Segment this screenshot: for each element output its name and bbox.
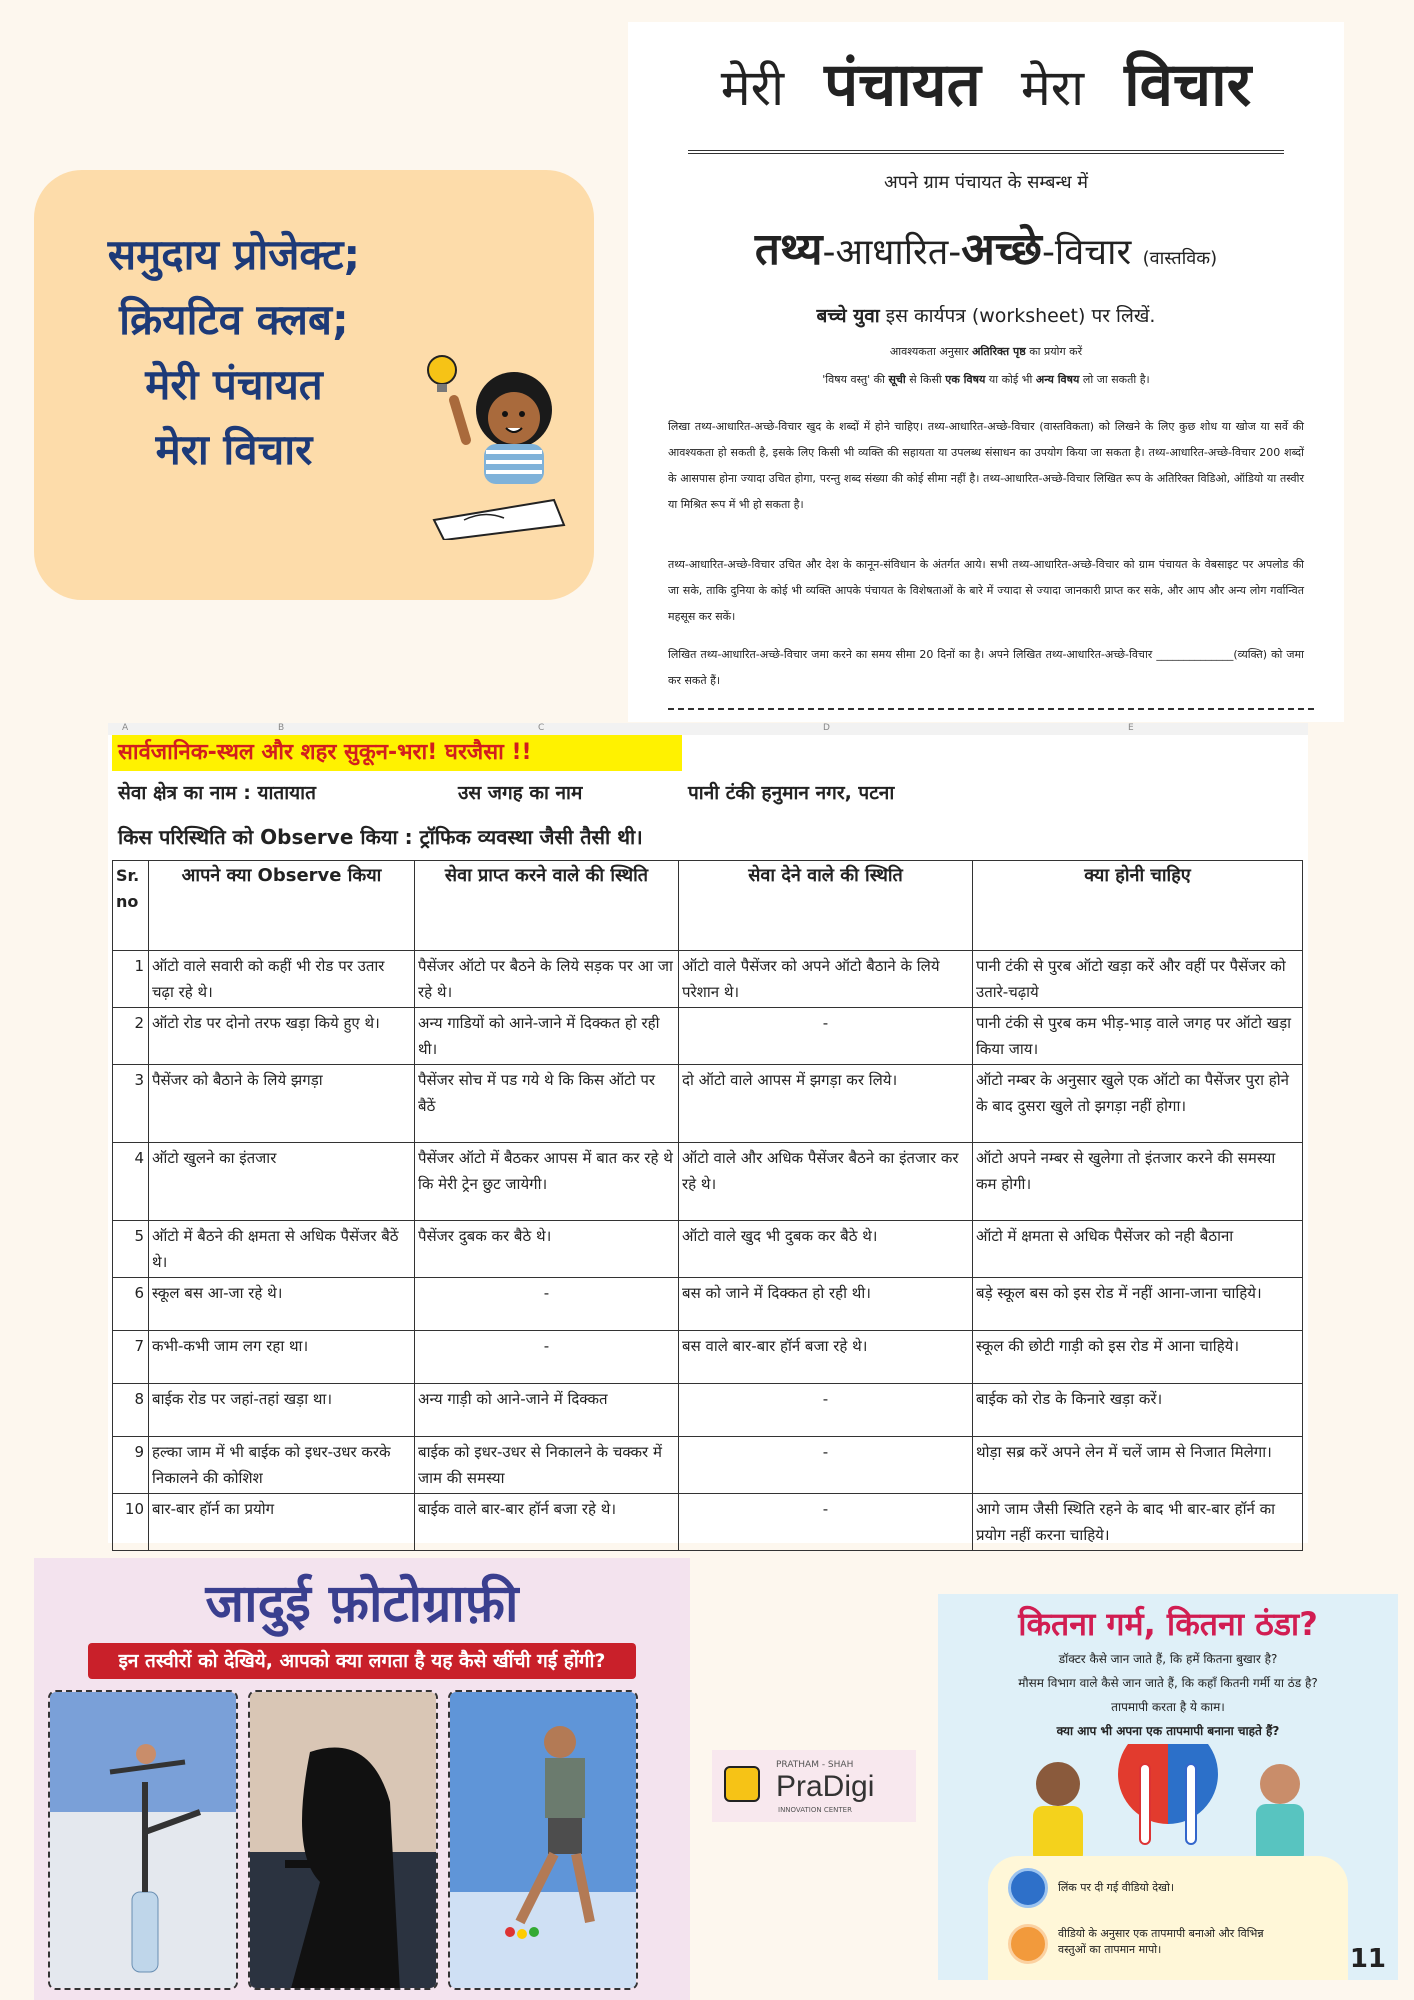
table-cell: बार-बार हॉर्न का प्रयोग [149, 1494, 415, 1551]
table-row [113, 1331, 1303, 1384]
card-line: मेरा विचार [155, 425, 313, 474]
photo-illustration [450, 1692, 638, 1990]
logo-bottom-text: INNOVATION CENTER [778, 1806, 852, 1814]
table-cell: दो ऑटो वाले आपस में झगड़ा कर लिये। [679, 1065, 973, 1143]
table-row [113, 951, 1303, 1008]
table-cell: पैसेंजर ऑटो पर बैठने के लिये सड़क पर आ जा रहे थे। [415, 951, 679, 1008]
instruction-bold: अन्य विषय [1035, 373, 1080, 386]
hc-instruction: वस्तुओं का तापमान मापो। [1058, 1943, 1162, 1956]
instruction-text: लो जा सकती है। [1079, 373, 1150, 386]
table-cell: बस को जाने में दिक्कत हो रही थी। [679, 1278, 973, 1331]
header-cell: आपने क्या Observe किया [149, 861, 415, 951]
table-cell: स्कूल की छोटी गाड़ी को इस रोड में आना चाहिये। [973, 1331, 1303, 1384]
table-cell: बाईक वाले बार-बार हॉर्न बजा रहे थे। [415, 1494, 679, 1551]
observation-spreadsheet [108, 723, 1308, 1543]
hc-instruction-box [988, 1856, 1348, 1980]
table-cell: पानी टंकी से पुरब ऑटो खड़ा करें और वहीं पर पैसेंजर को उतारे-चढ़ाये [973, 951, 1303, 1008]
table-cell: बाईक को इधर-उधर से निकालने के चक्कर में जाम की समस्या [415, 1437, 679, 1494]
worksheet-big-title [628, 217, 1344, 277]
row-number: 4 [113, 1143, 149, 1221]
table-row [113, 1221, 1303, 1278]
big-title-part: तथ्य [754, 224, 823, 275]
row-number: 5 [113, 1221, 149, 1278]
worksheet-instruction-1 [628, 302, 1344, 328]
column-letter: E [1128, 723, 1134, 733]
table-cell: आगे जाम जैसी स्थिति रहने के बाद भी बार-बार हॉर्न का प्रयोग नहीं करना चाहिये। [973, 1494, 1303, 1551]
worksheet-instruction-2 [628, 344, 1344, 359]
table-cell: बड़े स्कूल बस को इस रोड में नहीं आना-जाना चाहिये। [973, 1278, 1303, 1331]
card-line: क्रियटिव क्लब; [119, 295, 349, 344]
photo-title: जादुई फ़ोटोग्राफ़ी [205, 1574, 519, 1634]
table-cell: ऑटो अपने नम्बर से खुलेगा तो इंतजार करने की समस्या कम होगी। [973, 1143, 1303, 1221]
hc-instruction: वीडियो के अनुसार एक तापमापी बनाओ और विभिन्न [1058, 1927, 1264, 1940]
heading-word-bold: पंचायत [824, 50, 981, 120]
table-cell: ऑटो में बैठने की क्षमता से अधिक पैसेंजर बैठें थे। [149, 1221, 415, 1278]
photo-illustration [250, 1692, 438, 1990]
row-number: 1 [113, 951, 149, 1008]
photo-question-bar: इन तस्वीरों को देखिये, आपको क्या लगता है यह कैसे खींची गई होंगी? [88, 1643, 636, 1679]
worksheet-heading [628, 50, 1344, 123]
table-cell: - [679, 1008, 973, 1065]
table-row [113, 1065, 1303, 1143]
smiley-icon [724, 1766, 760, 1802]
table-cell: - [679, 1437, 973, 1494]
table-row [113, 1494, 1303, 1551]
table-cell: थोड़ा सब्र करें अपने लेन में चलें जाम से निजात मिलेगा। [973, 1437, 1303, 1494]
column-letter: B [278, 723, 285, 733]
instruction-bold: अतिरिक्त पृष्ठ [972, 345, 1026, 358]
instruction-text: इस कार्यपत्र (worksheet) पर लिखें. [879, 305, 1156, 327]
play-icon [1008, 1868, 1048, 1908]
card-line: मेरी पंचायत [145, 360, 323, 409]
worksheet-paragraph: तथ्य-आधारित-अच्छे-विचार उचित और देश के कानून-संविधान के अंतर्गत आये। सभी तथ्य-आधारित-अच्छे-विचार को ग्राम पंचायत के वेबसाइट पर अपलोड की जा सके, ताकि दुनिया के कोई भी व्यक्ति आपके पंचायत के विशेषताओं के बारे में ज्यादा से ज्यादा जानकारी प्राप्त कर सके, और आप और अन्य लोग गर्वान्वित महसूस कर सकें। [668, 558, 1304, 623]
worksheet-instruction-3 [628, 372, 1344, 387]
row-number: 8 [113, 1384, 149, 1437]
photo-man-stepping-on-people [448, 1690, 638, 1990]
column-letter: D [823, 723, 830, 733]
table-cell: - [415, 1331, 679, 1384]
instruction-text: से किसी [905, 373, 946, 386]
hc-text: क्या आप भी अपना एक तापमापी बनाना चाहते हैं? [1056, 1724, 1280, 1738]
hc-title: कितना गर्म, कितना ठंडा? [1018, 1605, 1318, 1643]
big-title-part: -आधारित- [822, 232, 962, 273]
header-cell: Sr. no [113, 861, 149, 951]
header-cell: क्या होनी चाहिए [973, 861, 1303, 951]
table-cell: पैसेंजर को बैठाने के लिये झगड़ा [149, 1065, 415, 1143]
worksheet [628, 22, 1344, 722]
row-number: 9 [113, 1437, 149, 1494]
instruction-text: आवश्यकता अनुसार [889, 345, 973, 358]
place-name-value: पानी टंकी हनुमान नगर, पटना [688, 782, 895, 804]
place-name-label: उस जगह का नाम [458, 782, 583, 804]
instruction-bold: सूची [888, 373, 906, 386]
table-cell: अन्य गाडियों को आने-जाने में दिक्कत हो रही थी। [415, 1008, 679, 1065]
big-title-note: (वास्तविक) [1142, 248, 1218, 269]
row-number: 6 [113, 1278, 149, 1331]
table-cell: ऑटो वाले खुद भी दुबक कर बैठे थे। [679, 1221, 973, 1278]
table-cell: कभी-कभी जाम लग रहा था। [149, 1331, 415, 1384]
table-cell: ऑटो वाले सवारी को कहीं भी रोड पर उतार चढ़ा रहे थे। [149, 951, 415, 1008]
photo-illustration [50, 1692, 238, 1990]
row-number: 3 [113, 1065, 149, 1143]
hc-text: तापमापी करता है ये काम। [1111, 1700, 1225, 1714]
hc-instruction: लिंक पर दी गई वीडियो देखो। [1058, 1881, 1175, 1894]
big-title-part: अच्छे [961, 224, 1042, 275]
thermometer-activity-card [938, 1594, 1398, 1980]
instruction-text: या कोई भी [985, 373, 1036, 386]
table-row [113, 1008, 1303, 1065]
worksheet-subtitle: अपने ग्राम पंचायत के सम्बन्ध में [883, 172, 1089, 193]
table-header-row [113, 861, 1303, 951]
row-number: 2 [113, 1008, 149, 1065]
page-number: 11 [1349, 1944, 1386, 1974]
table-row [113, 1143, 1303, 1221]
heading-rule [688, 150, 1284, 154]
header-cell: सेवा प्राप्त करने वाले की स्थिति [415, 861, 679, 951]
table-cell: - [415, 1278, 679, 1331]
table-cell: स्कूल बस आ-जा रहे थे। [149, 1278, 415, 1331]
table-cell: पैसेंजर सोच में पड गये थे कि किस ऑटो पर बैठें [415, 1065, 679, 1143]
table-cell: ऑटो वाले और अधिक पैसेंजर बैठने का इंतजार कर रहे थे। [679, 1143, 973, 1221]
heading-word: मेरी [720, 59, 785, 117]
project-card [34, 170, 594, 600]
table-cell: ऑटो में क्षमता से अधिक पैसेंजर को नही बैठाना [973, 1221, 1303, 1278]
column-header-strip [108, 723, 1308, 735]
instruction-text: 'विषय वस्तु' की [822, 373, 889, 386]
table-cell: - [679, 1384, 973, 1437]
table-cell: बस वाले बार-बार हॉर्न बजा रहे थे। [679, 1331, 973, 1384]
hand-thermometer-icon [1008, 1924, 1048, 1964]
table-cell: हल्का जाम में भी बाईक को इधर-उधर करके निकालने की कोशिश [149, 1437, 415, 1494]
table-cell: ऑटो खुलने का इंतजार [149, 1143, 415, 1221]
table-row [113, 1384, 1303, 1437]
table-cell: - [679, 1494, 973, 1551]
table-row [113, 1278, 1303, 1331]
big-title-part: -विचार [1041, 232, 1132, 273]
card-line: समुदाय प्रोजेक्ट; [107, 230, 361, 279]
column-letter: C [538, 723, 545, 733]
photo-silhouette-ship [248, 1690, 438, 1990]
logo-main-text: PraDigi [776, 1770, 875, 1803]
table-cell: बाईक रोड पर जहां-तहां खड़ा था। [149, 1384, 415, 1437]
row-number: 7 [113, 1331, 149, 1384]
table-cell: पैसेंजर ऑटो में बैठकर आपस में बात कर रहे थे कि मेरी ट्रेन छुट जायेगी। [415, 1143, 679, 1221]
table-cell: ऑटो नम्बर के अनुसार खुले एक ऑटो का पैसेंजर पुरा होने के बाद दुसरा खुले तो झगड़ा नहीं होगा। [973, 1065, 1303, 1143]
table-cell: ऑटो रोड पर दोनो तरफ खड़ा किये हुए थे। [149, 1008, 415, 1065]
row-number: 10 [113, 1494, 149, 1551]
table-row [113, 1437, 1303, 1494]
hc-text: डॉक्टर कैसे जान जाते हैं, कि हमें कितना बुखार है? [1058, 1652, 1278, 1666]
card-title [74, 222, 394, 482]
logo-top-text: PRATHAM - SHAH [776, 1760, 854, 1770]
worksheet-paragraph: लिखा तथ्य-आधारित-अच्छे-विचार खुद के शब्दों में होने चाहिए। तथ्य-आधारित-अच्छे-विचार (वास्तविकता) को लिखने के लिए कुछ शोध या खोज या सर्वे की आवश्यकता हो सकती है, इसके लिए किसी भी व्यक्ति की सहायता या उपलब्ध संसाधन का उपयोग किया जा सकता है। तथ्य-आधारित-अच्छे-विचार 200 शब्दों के आसपास होना ज्यादा उचित होगा, परन्तु शब्द संख्या की कोई सीमा नहीं है। तथ्य-आधारित-अच्छे-विचार लिखित रूप के अतिरिक्त विडिओ, ऑडियो या तस्वीर या मिश्रित रूप में भी हो सकता है। [668, 420, 1304, 511]
worksheet-paragraph: लिखित तथ्य-आधारित-अच्छे-विचार जमा करने का समय सीमा 20 दिनों का है। अपने लिखित तथ्य-आधारित-अच्छे-विचार ______________(व्यक्ति) को जमा कर सकते हैं। [668, 648, 1304, 687]
table-cell: अन्य गाड़ी को आने-जाने में दिक्कत [415, 1384, 679, 1437]
column-letter: A [122, 723, 129, 733]
table-cell: ऑटो वाले पैसेंजर को अपने ऑटो बैठाने के लिये परेशान थे। [679, 951, 973, 1008]
table-cell: बाईक को रोड के किनारे खड़ा करें। [973, 1384, 1303, 1437]
instruction-text: का प्रयोग करें [1025, 345, 1083, 358]
hc-text: मौसम विभाग वाले कैसे जान जाते हैं, कि कहाँ कितनी गर्मी या ठंड है? [1018, 1676, 1318, 1690]
heading-word-bold: विचार [1124, 50, 1252, 120]
magic-photography-panel [34, 1558, 690, 2000]
service-area-label: सेवा क्षेत्र का नाम : यातायात [118, 782, 316, 804]
header-cell: सेवा देने वाले की स्थिति [679, 861, 973, 951]
pradigi-logo [712, 1750, 916, 1822]
girl-writing-illustration [414, 340, 574, 540]
observation-table [112, 860, 1303, 1551]
kids-thermometer-illustration [1018, 1744, 1318, 1864]
instruction-bold: एक विषय [945, 373, 986, 386]
sheet-banner: सार्वजानिक-स्थल और शहर सुकून-भरा! घरजैसा !! [112, 735, 682, 771]
photo-man-on-bottle [48, 1690, 238, 1990]
table-cell: पैसेंजर दुबक कर बैठे थे। [415, 1221, 679, 1278]
observed-situation: किस परिस्थिति को Observe किया : ट्रॉफिक व्यवस्था जैसी तैसी थी। [118, 825, 643, 849]
table-cell: पानी टंकी से पुरब कम भीड़-भाड़ वाले जगह पर ऑटो खड़ा किया जाय। [973, 1008, 1303, 1065]
dashed-divider [668, 708, 1314, 710]
instruction-bold: बच्चे युवा [816, 305, 880, 327]
heading-word: मेरा [1020, 59, 1085, 117]
